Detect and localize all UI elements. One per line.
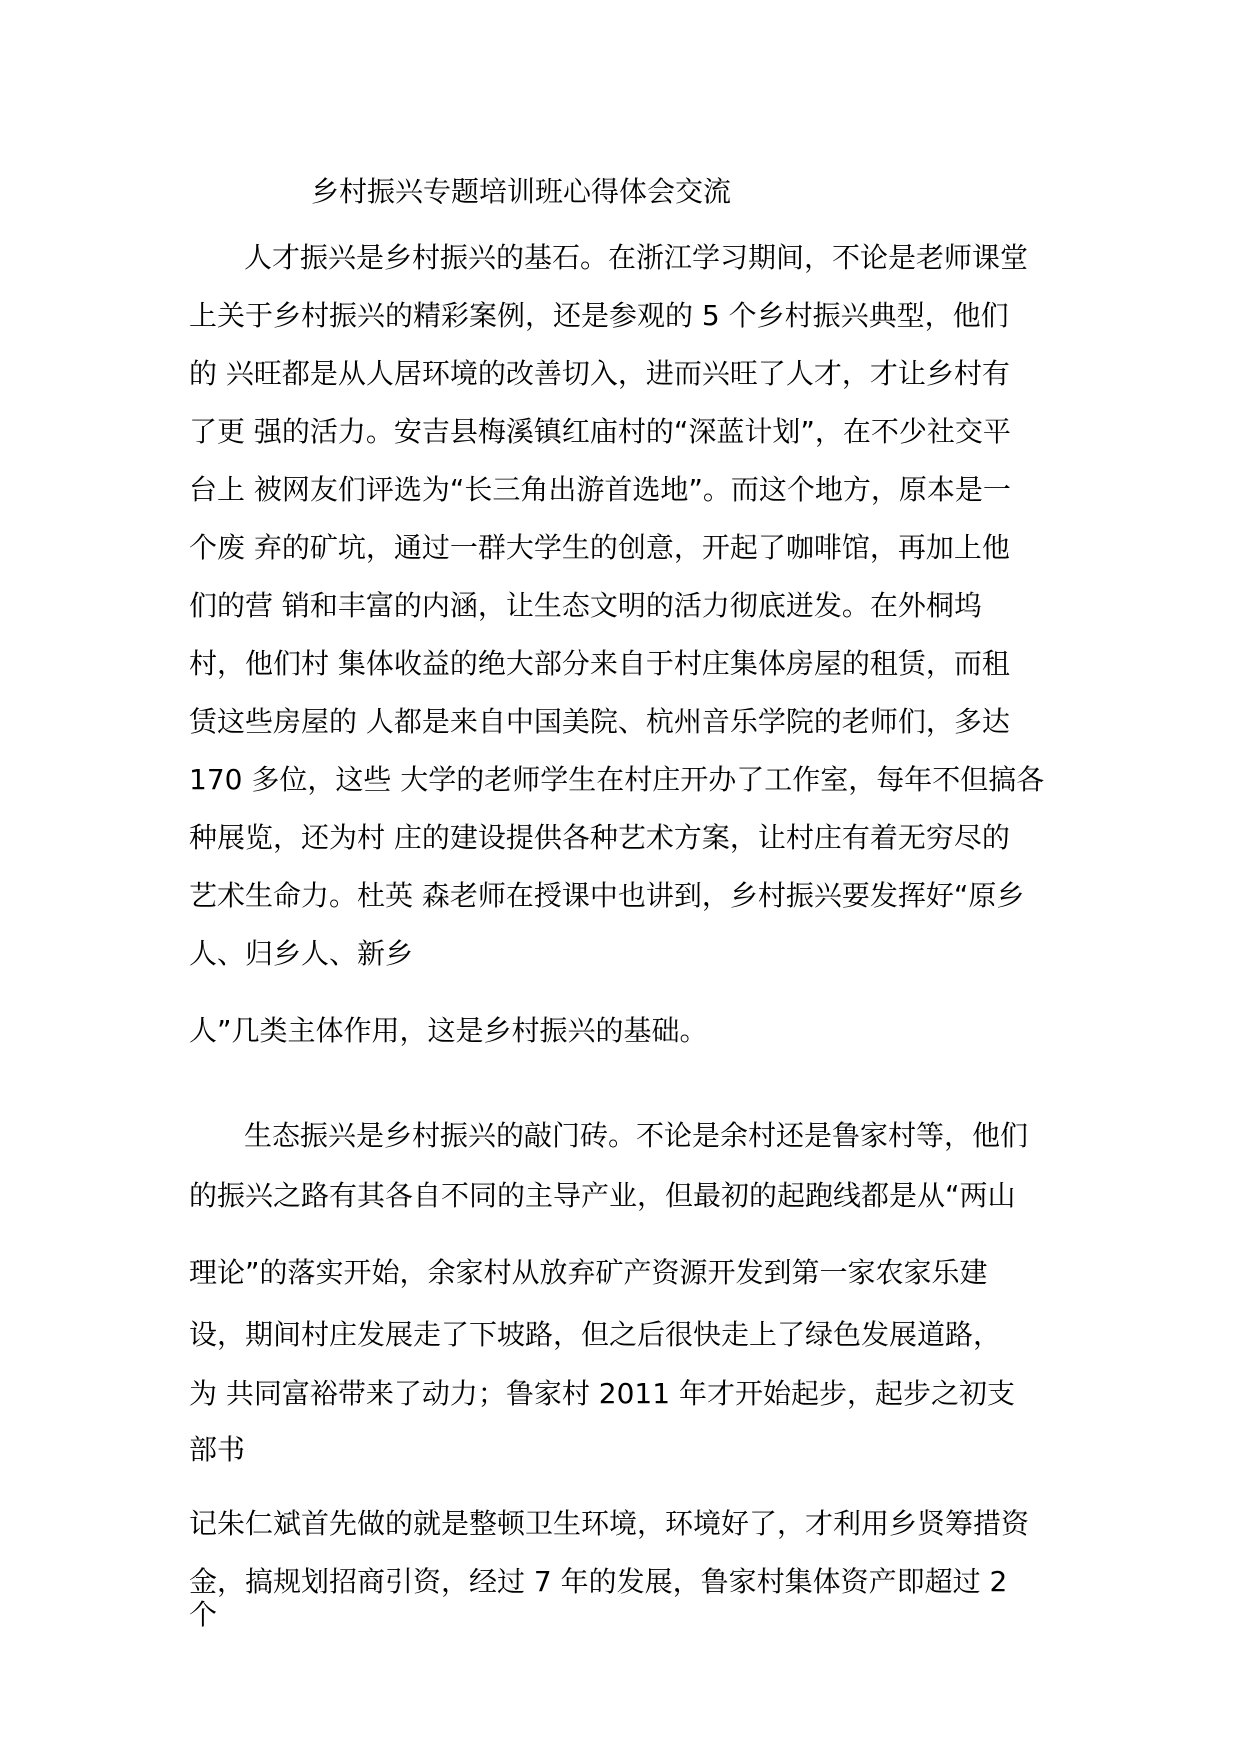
paragraph-line: 们的营 销和丰富的内涵，让生态文明的活力彻底迸发。在外桐坞 — [189, 589, 982, 622]
paragraph-line: 村，他们村 集体收益的绝大部分来自于村庄集体房屋的租赁，而租 — [189, 647, 1010, 680]
paragraph-line: 人”几类主体作用，这是乡村振兴的基础。 — [189, 1014, 708, 1047]
paragraph-line: 生态振兴是乡村振兴的敲门砖。不论是余村还是鲁家村等，他们 — [244, 1119, 1029, 1152]
paragraph-line: 为 共同富裕带来了动力；鲁家村 2011 年才开始起步，起步之初支 — [189, 1377, 1015, 1410]
paragraph-line: 部书 — [189, 1433, 246, 1466]
paragraph-line: 艺术生命力。杜英 森老师在授课中也讲到，乡村振兴要发挥好“原乡 — [189, 879, 1025, 912]
paragraph-line: 上关于乡村振兴的精彩案例，还是参观的 5 个乡村振兴典型，他们 — [189, 299, 1009, 332]
paragraph-line: 了更 强的活力。安吉县梅溪镇红庙村的“深蓝计划”，在不少社交平 — [189, 415, 1011, 448]
paragraph-line: 的 兴旺都是从人居环境的改善切入，进而兴旺了人才，才让乡村有 — [189, 357, 1010, 390]
paragraph-line: 人、归乡人、新乡 — [189, 937, 414, 970]
paragraph-line: 赁这些房屋的 人都是来自中国美院、杭州音乐学院的老师们，多达 — [189, 705, 1010, 738]
paragraph-line: 设，期间村庄发展走了下坡路，但之后很快走上了绿色发展道路， — [189, 1318, 1002, 1351]
paragraph-line: 金，搞规划招商引资，经过 7 年的发展，鲁家村集体资产即超过 2 — [189, 1565, 1008, 1598]
paragraph-line: 台上 被网友们评选为“长三角出游首选地”。而这个地方，原本是一 — [189, 473, 1011, 506]
document-title: 乡村振兴专题培训班心得体会交流 — [311, 175, 732, 208]
paragraph-line: 人才振兴是乡村振兴的基石。在浙江学习期间，不论是老师课堂 — [244, 241, 1029, 274]
paragraph-line: 的振兴之路有其各自不同的主导产业，但最初的起跑线都是从“两山 — [189, 1179, 1016, 1212]
paragraph-line: 记朱仁斌首先做的就是整顿卫生环境，环境好了，才利用乡贤筹措资 — [189, 1507, 1030, 1540]
paragraph-line: 理论”的落实开始，余家村从放弃矿产资源开发到第一家农家乐建 — [189, 1256, 988, 1289]
paragraph-line: 个废 弃的矿坑，通过一群大学生的创意，开起了咖啡馆，再加上他 — [189, 531, 1010, 564]
paragraph-line: 个 — [189, 1598, 218, 1631]
paragraph-line: 种展览，还为村 庄的建设提供各种艺术方案，让村庄有着无穷尽的 — [189, 821, 1010, 854]
paragraph-line: 170 多位，这些 大学的老师学生在村庄开办了工作室，每年不但搞各 — [189, 763, 1045, 796]
